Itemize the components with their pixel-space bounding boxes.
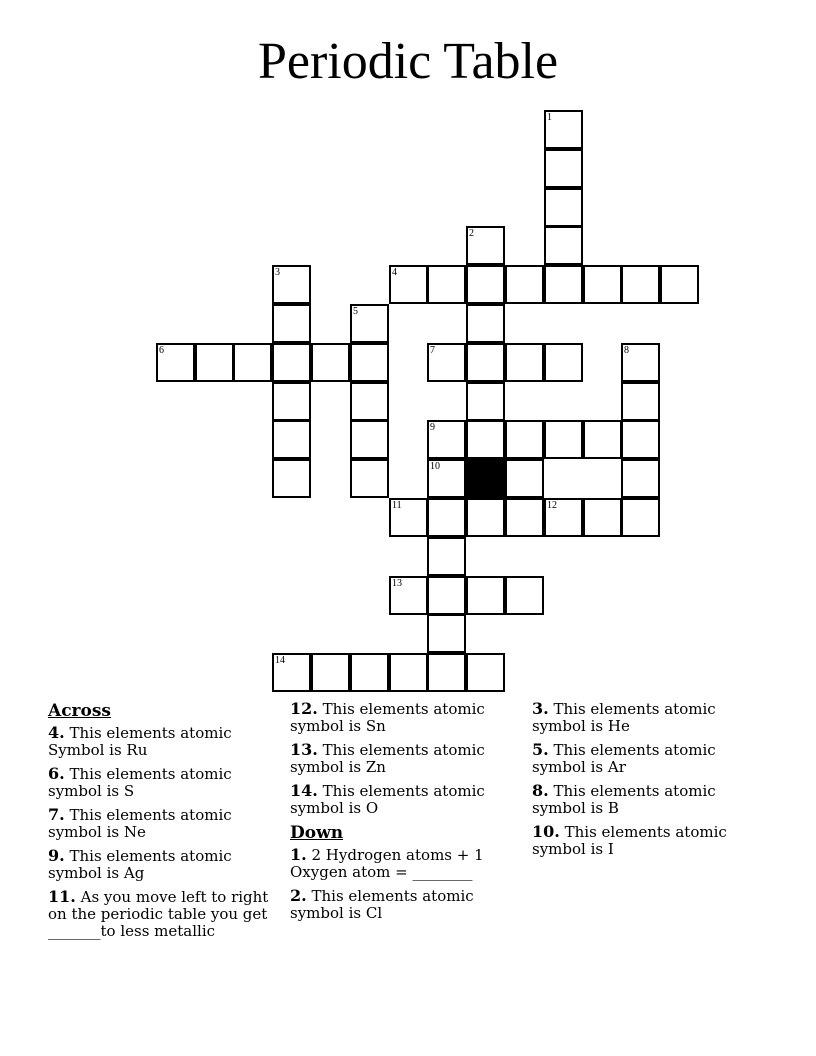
- grid-cell[interactable]: [660, 265, 699, 304]
- clue-item-number: 8.: [532, 781, 549, 800]
- grid-cell[interactable]: [466, 226, 505, 265]
- across-heading: Across: [48, 701, 111, 721]
- clue-item: [532, 741, 754, 776]
- clue-item-text: This elements atomic symbol is Ne: [48, 806, 232, 841]
- grid-block-cell: [466, 459, 505, 498]
- clue-item-text: This elements atomic symbol is I: [532, 823, 727, 858]
- grid-cell[interactable]: [621, 382, 660, 421]
- grid-cell[interactable]: [583, 420, 622, 459]
- clue-item: [532, 700, 754, 735]
- grid-cell[interactable]: [272, 382, 311, 421]
- clue-column-2: [290, 700, 512, 928]
- grid-cell[interactable]: [350, 459, 389, 498]
- clue-item: [290, 887, 512, 922]
- clue-item: [290, 782, 512, 817]
- grid-cell[interactable]: [544, 343, 583, 382]
- grid-cell[interactable]: [427, 420, 466, 459]
- grid-cell[interactable]: [544, 149, 583, 188]
- clue-number: 6: [159, 345, 164, 356]
- clue-item: [532, 823, 754, 858]
- grid-cell[interactable]: [427, 576, 466, 615]
- grid-cell[interactable]: [233, 343, 272, 382]
- clue-number: 10: [430, 461, 440, 472]
- clue-item-text: This elements atomic symbol is B: [532, 782, 716, 817]
- clue-item-text: This elements atomic symbol is Ag: [48, 847, 232, 882]
- clue-item: [48, 765, 270, 800]
- grid-cell[interactable]: [505, 343, 544, 382]
- down-heading: Down: [290, 823, 344, 843]
- grid-cell[interactable]: [621, 420, 660, 459]
- grid-cell[interactable]: [272, 343, 311, 382]
- clue-item-number: 7.: [48, 805, 65, 824]
- clue-number: 8: [624, 345, 629, 356]
- grid-cell[interactable]: [427, 614, 466, 653]
- clue-number: 5: [353, 306, 358, 317]
- clue-item-number: 6.: [48, 764, 65, 783]
- grid-cell[interactable]: [272, 265, 311, 304]
- clue-item-text: This elements atomic Symbol is Ru: [48, 724, 232, 759]
- clue-item-text: This elements atomic symbol is Sn: [290, 700, 485, 735]
- grid-cell[interactable]: [583, 265, 622, 304]
- grid-cell[interactable]: [195, 343, 234, 382]
- clue-item: [290, 700, 512, 735]
- grid-cell[interactable]: [621, 498, 660, 537]
- grid-cell[interactable]: [466, 265, 505, 304]
- clue-item-number: 4.: [48, 723, 65, 742]
- grid-cell[interactable]: [466, 304, 505, 343]
- grid-cell[interactable]: [621, 265, 660, 304]
- grid-cell[interactable]: [427, 265, 466, 304]
- clue-number: 9: [430, 422, 435, 433]
- grid-cell[interactable]: [272, 304, 311, 343]
- clue-item: [532, 782, 754, 817]
- page-title: Periodic Table: [257, 33, 559, 90]
- grid-cell[interactable]: [544, 420, 583, 459]
- clue-item-text: This elements atomic symbol is Cl: [290, 887, 474, 922]
- grid-cell[interactable]: [350, 653, 389, 692]
- grid-cell[interactable]: [311, 653, 350, 692]
- clue-item-number: 12.: [290, 699, 318, 718]
- clue-item-number: 1.: [290, 845, 307, 864]
- clue-item: [48, 847, 270, 882]
- clue-number: 2: [469, 228, 474, 239]
- grid-cell[interactable]: [466, 343, 505, 382]
- clue-number: 4: [392, 267, 397, 278]
- clue-item-text: This elements atomic symbol is He: [532, 700, 716, 735]
- grid-cell[interactable]: [466, 653, 505, 692]
- grid-cell[interactable]: [544, 498, 583, 537]
- grid-cell[interactable]: [466, 576, 505, 615]
- grid-cell[interactable]: [544, 110, 583, 149]
- grid-cell[interactable]: [505, 459, 544, 498]
- grid-cell[interactable]: [505, 265, 544, 304]
- clue-number: 11: [392, 500, 402, 511]
- grid-cell[interactable]: [427, 537, 466, 576]
- clue-item: [290, 846, 512, 881]
- grid-cell[interactable]: [272, 653, 311, 692]
- clue-item-text: 2 Hydrogen atoms + 1 Oxygen atom = ________: [290, 846, 484, 881]
- clue-item-text: This elements atomic symbol is O: [290, 782, 485, 817]
- clue-item-number: 3.: [532, 699, 549, 718]
- grid-cell[interactable]: [505, 420, 544, 459]
- grid-cell[interactable]: [389, 653, 428, 692]
- grid-cell[interactable]: [427, 459, 466, 498]
- clue-item-number: 13.: [290, 740, 318, 759]
- grid-cell[interactable]: [621, 343, 660, 382]
- grid-cell[interactable]: [272, 459, 311, 498]
- clue-item: [290, 741, 512, 776]
- clue-item: [48, 724, 270, 759]
- grid-cell[interactable]: [350, 420, 389, 459]
- grid-cell[interactable]: [427, 343, 466, 382]
- grid-cell[interactable]: [544, 188, 583, 227]
- grid-cell[interactable]: [311, 343, 350, 382]
- clue-column-3: [532, 700, 754, 864]
- clue-item-text: This elements atomic symbol is Ar: [532, 741, 716, 776]
- clue-number: 12: [547, 500, 557, 511]
- clue-number: 1: [547, 112, 552, 123]
- clue-number: 3: [275, 267, 280, 278]
- clue-number: 7: [430, 345, 435, 356]
- grid-cell[interactable]: [350, 343, 389, 382]
- grid-cell[interactable]: [350, 382, 389, 421]
- clue-item-number: 2.: [290, 886, 307, 905]
- clue-number: 14: [275, 655, 285, 666]
- grid-cell[interactable]: [466, 420, 505, 459]
- grid-cell[interactable]: [544, 226, 583, 265]
- grid-cell[interactable]: [156, 343, 195, 382]
- clue-item-number: 11.: [48, 887, 76, 906]
- grid-cell[interactable]: [466, 498, 505, 537]
- clue-item-number: 10.: [532, 822, 560, 841]
- grid-cell[interactable]: [505, 498, 544, 537]
- grid-cell[interactable]: [427, 498, 466, 537]
- grid-cell[interactable]: [544, 265, 583, 304]
- grid-cell[interactable]: [389, 576, 428, 615]
- grid-cell[interactable]: [583, 498, 622, 537]
- clue-item-number: 5.: [532, 740, 549, 759]
- grid-cell[interactable]: [272, 420, 311, 459]
- grid-cell[interactable]: [427, 653, 466, 692]
- clue-item: [48, 888, 270, 940]
- clue-item-number: 14.: [290, 781, 318, 800]
- grid-cell[interactable]: [466, 382, 505, 421]
- grid-cell[interactable]: [621, 459, 660, 498]
- clue-number: 13: [392, 578, 402, 589]
- clue-item-text: This elements atomic symbol is Zn: [290, 741, 485, 776]
- clue-item-text: As you move left to right on the periodic table you get _______to less metallic: [48, 888, 269, 940]
- grid-cell[interactable]: [389, 498, 428, 537]
- grid-cell[interactable]: [505, 576, 544, 615]
- grid-cell[interactable]: [350, 304, 389, 343]
- clue-item-text: This elements atomic symbol is S: [48, 765, 232, 800]
- grid-cell[interactable]: [389, 265, 428, 304]
- clue-item: [48, 806, 270, 841]
- clue-column-1: [48, 700, 270, 946]
- clue-item-number: 9.: [48, 846, 65, 865]
